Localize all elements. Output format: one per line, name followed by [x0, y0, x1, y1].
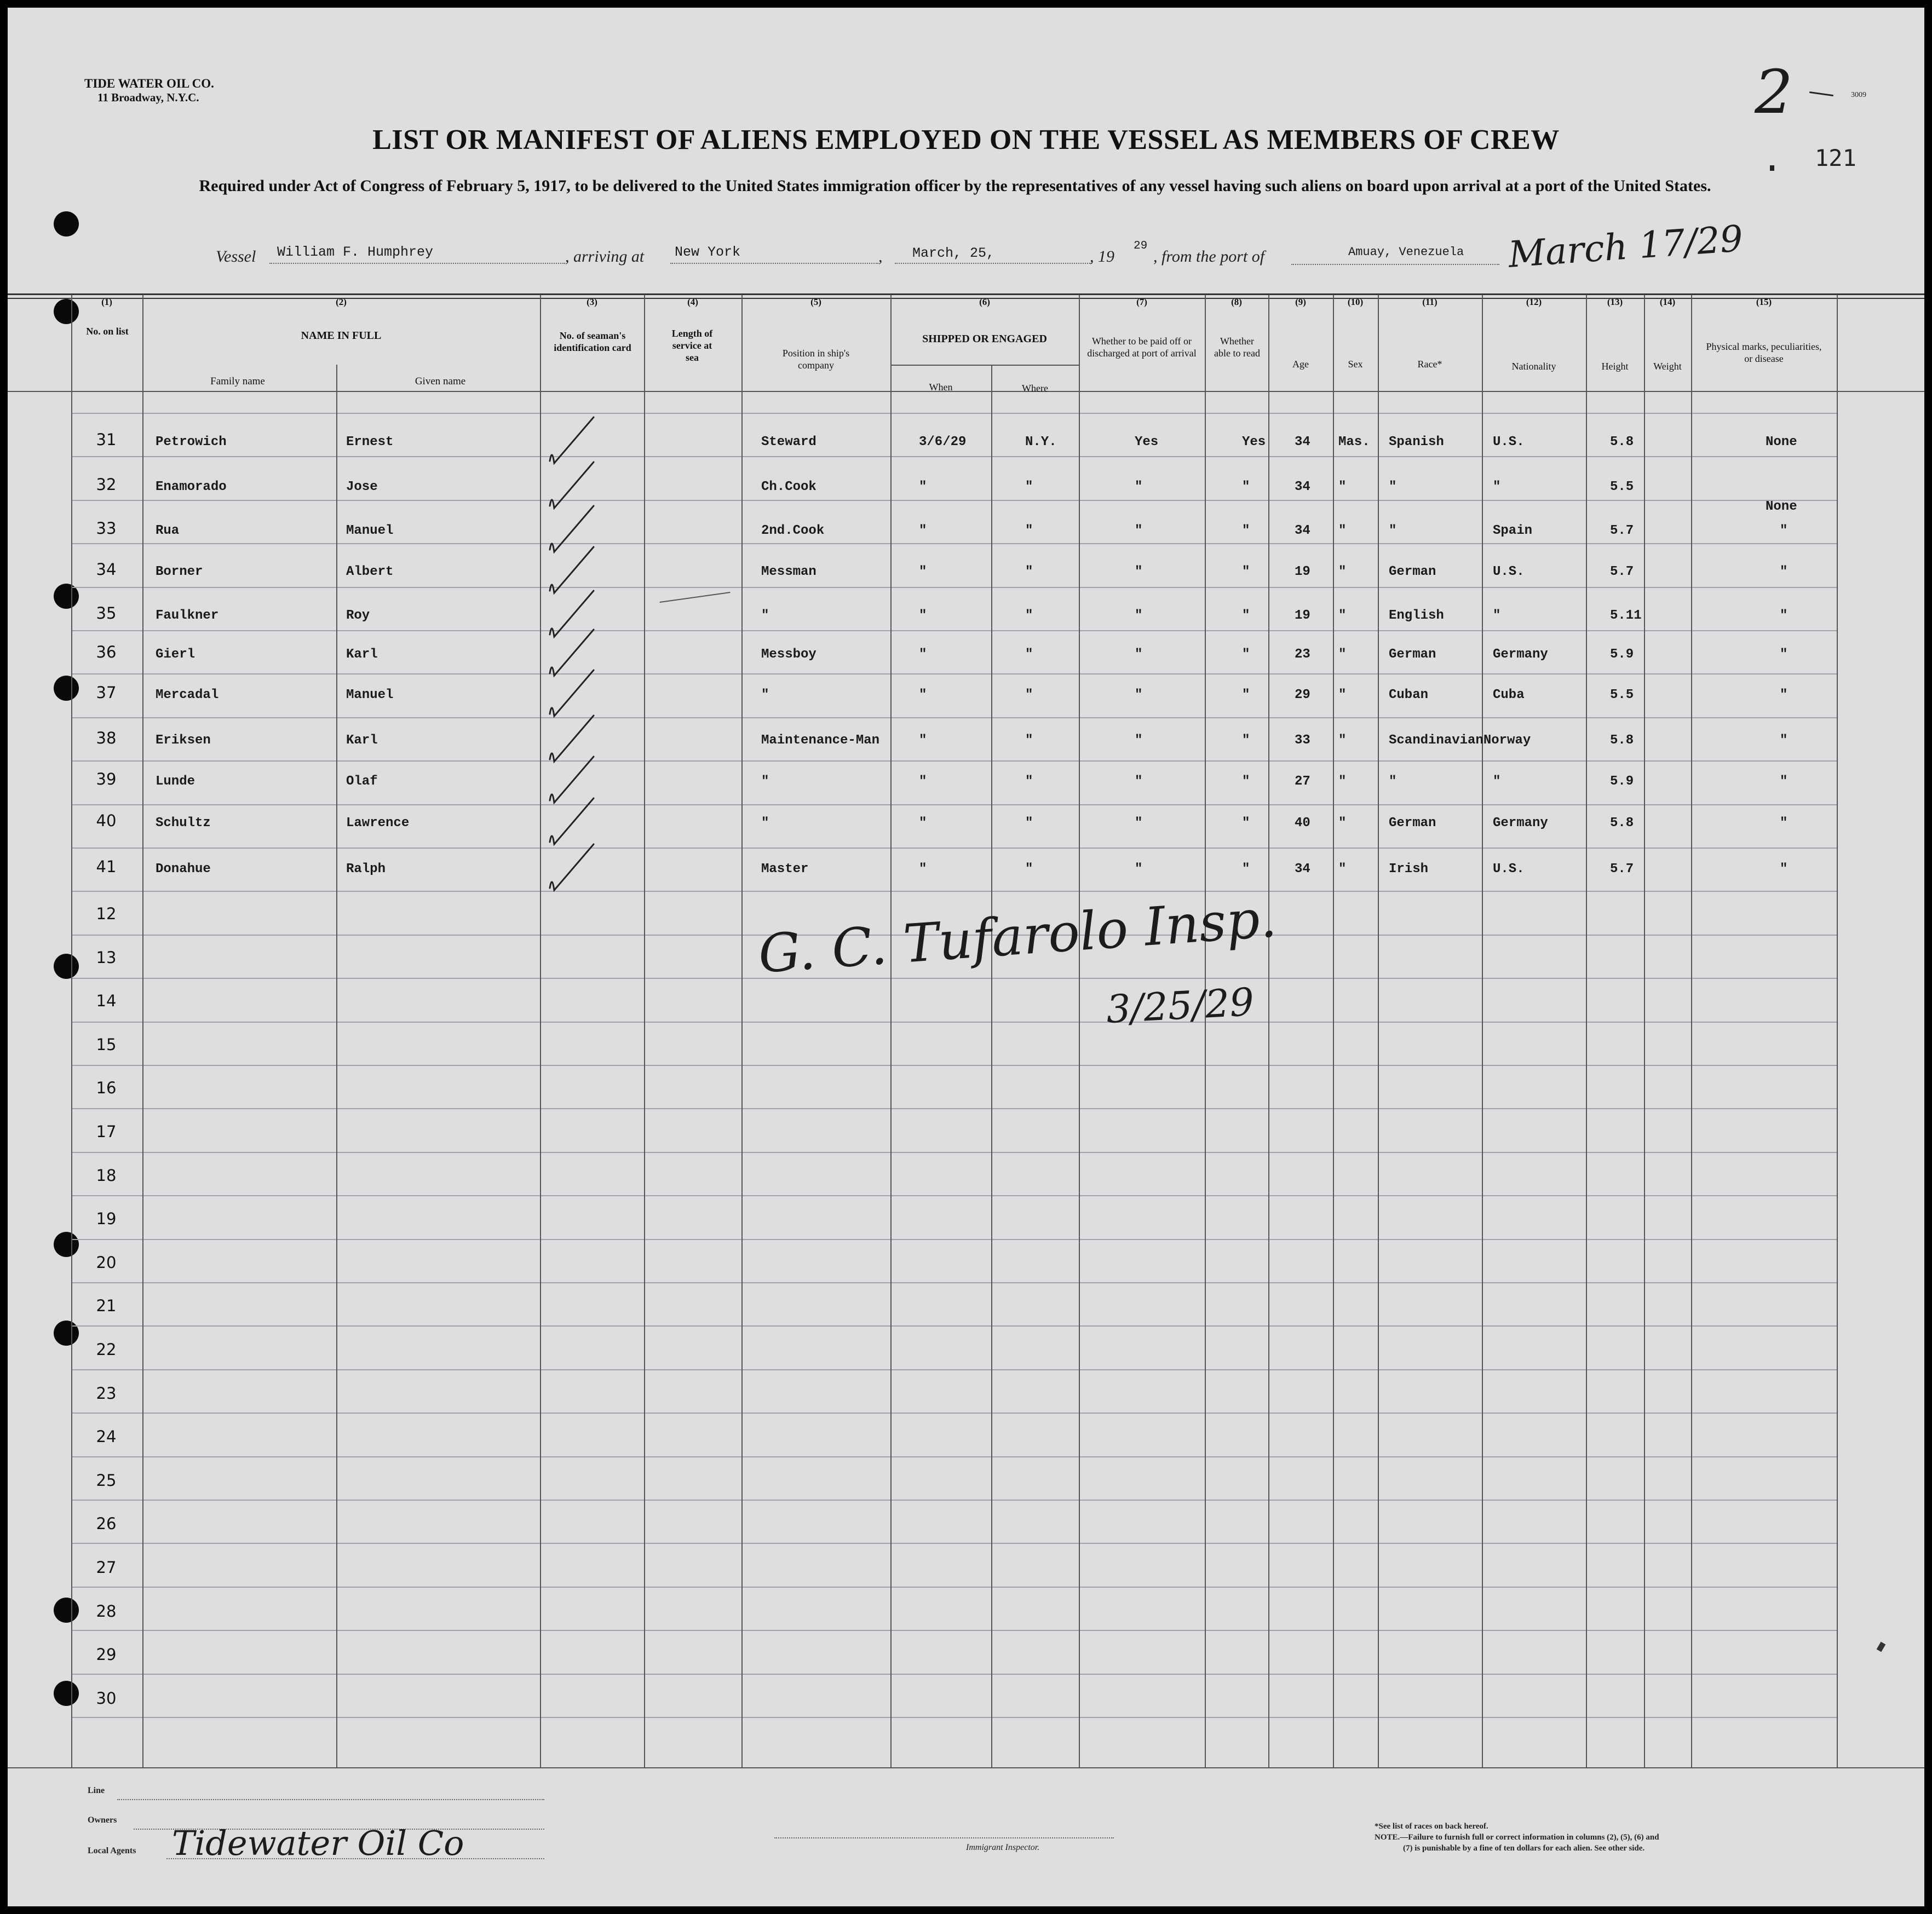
port-label: , from the port of [1153, 247, 1265, 266]
cell-race: German [1389, 816, 1436, 831]
cell-height: 5.5 [1610, 688, 1634, 702]
row-number: 25 [96, 1471, 117, 1490]
check-mark [550, 670, 594, 716]
date-blank [895, 263, 1092, 264]
cell-age: 40 [1295, 816, 1310, 831]
cell-where: " [1025, 733, 1033, 748]
check-mark [550, 506, 594, 552]
row-number: 29 [96, 1645, 117, 1664]
cell-given: Ernest [346, 435, 394, 449]
page-title: LIST OR MANIFEST OF ALIENS EMPLOYED ON THE VESSEL AS MEMBERS OF CREW [372, 124, 1560, 155]
col-num-13: (13) [1607, 297, 1623, 307]
cell-sex: " [1338, 816, 1347, 831]
cell-paid: " [1135, 480, 1143, 494]
check-mark [550, 798, 594, 844]
check-mark [550, 462, 594, 508]
vessel-value: William F. Humphrey [277, 244, 434, 260]
row-number: 30 [96, 1688, 117, 1708]
col-num-15: (15) [1756, 297, 1772, 307]
stamp-number: 121 [1815, 145, 1856, 171]
cell-read: " [1242, 647, 1250, 662]
row-number: 17 [96, 1122, 117, 1141]
row-number: 23 [96, 1383, 117, 1403]
cell-age: 34 [1295, 523, 1310, 538]
footer-owners-label: Owners [88, 1815, 117, 1825]
cell-race: Spanish [1389, 435, 1444, 449]
cell-marks: None [1766, 499, 1797, 514]
cell-position: Steward [761, 435, 817, 449]
col-line [142, 295, 143, 1767]
manifest-sheet [8, 8, 1924, 1906]
cell-given: Roy [346, 608, 370, 623]
cell-nationality: " [1493, 480, 1501, 494]
cell-height: 5.9 [1610, 647, 1634, 662]
cell-sex: " [1338, 774, 1347, 789]
cell-marks: " [1780, 774, 1788, 789]
arriving-value: New York [675, 244, 741, 260]
col-header-name: NAME IN FULL [301, 330, 382, 342]
check-mark [550, 844, 594, 890]
table-top-rule [8, 293, 1924, 295]
cell-read: " [1242, 523, 1250, 538]
cell-family: Mercadal [156, 688, 219, 702]
cell-paid: " [1135, 816, 1143, 831]
cell-when: " [919, 564, 927, 579]
cell-given: Manuel [346, 688, 394, 702]
arriving-blank [670, 263, 878, 264]
cell-nationality: U.S. [1493, 435, 1525, 449]
cell-race: " [1389, 480, 1397, 494]
stamp-mark [1770, 165, 1774, 171]
cell-read: " [1242, 733, 1250, 748]
row-number: 40 [96, 811, 117, 830]
col-line [1586, 295, 1587, 1767]
cell-sex: " [1338, 480, 1347, 494]
col-header-nationality: Nationality [1511, 361, 1556, 372]
form-number: 3009 [1851, 91, 1866, 99]
row-number: 41 [96, 857, 117, 876]
cell-read: " [1242, 480, 1250, 494]
cell-where: " [1025, 564, 1033, 579]
cell-marks: " [1780, 688, 1788, 702]
cell-nationality: U.S. [1493, 564, 1525, 579]
col-num-8: (8) [1231, 297, 1242, 307]
cell-age: 33 [1295, 733, 1310, 748]
cell-given: Lawrence [346, 816, 410, 831]
cell-given: Karl [346, 733, 378, 748]
cell-family: Enamorado [156, 480, 227, 494]
row-number: 38 [96, 729, 117, 747]
col-header-read: Whether able to read [1214, 336, 1260, 359]
id-card-checkmarks [533, 391, 654, 895]
cell-race: Cuban [1389, 688, 1429, 702]
cell-age: 34 [1295, 862, 1310, 877]
col-num-3: (3) [586, 297, 597, 307]
cell-nationality: " [1493, 774, 1501, 789]
cell-sex: Mas. [1338, 435, 1370, 449]
cell-sex: " [1338, 733, 1347, 748]
col-line [1079, 295, 1080, 1767]
cell-paid: " [1135, 733, 1143, 748]
col-num-1: (1) [101, 297, 112, 307]
vessel-blank [269, 263, 565, 264]
cell-height: 5.8 [1610, 816, 1634, 831]
cell-race: " [1389, 523, 1397, 538]
cell-marks: " [1780, 608, 1788, 623]
cell-read: " [1242, 688, 1250, 702]
row-number: 39 [96, 770, 117, 788]
cell-position: Messman [761, 564, 817, 579]
row-number: 37 [96, 683, 117, 702]
punch-hole [54, 1321, 79, 1346]
col-num-9: (9) [1295, 297, 1306, 307]
col-num-2: (2) [336, 297, 347, 307]
footer-note-fine-2: (7) is punishable by a fine of ten dollars for each alien. See other side. [1403, 1844, 1645, 1853]
footer-inspector-label: Immigrant Inspector. [966, 1843, 1040, 1852]
cell-where: " [1025, 688, 1033, 702]
cell-read: " [1242, 862, 1250, 877]
port-blank [1291, 264, 1499, 265]
col-num-12: (12) [1526, 297, 1542, 307]
cell-sex: " [1338, 647, 1347, 662]
cell-height: 5.7 [1610, 523, 1634, 538]
cell-when: " [919, 480, 927, 494]
row-number: 36 [96, 643, 117, 661]
col-num-6: (6) [979, 297, 990, 307]
col-line [1333, 295, 1334, 1767]
cell-height: 5.11 [1610, 608, 1642, 623]
footer-agents-value: Tidewater Oil Co [172, 1823, 464, 1863]
col-header-age: Age [1292, 359, 1309, 370]
cell-when: " [919, 523, 927, 538]
col-header-position: Position in ship's company [782, 348, 850, 371]
footer-note-fine-1: NOTE.—Failure to furnish full or correct information in columns (2), (5), (6) and [1375, 1833, 1659, 1842]
arriving-label: , arriving at [565, 247, 645, 266]
cell-height: 5.9 [1610, 774, 1634, 789]
cell-where: " [1025, 480, 1033, 494]
vessel-label: Vessel [216, 247, 256, 266]
col-header-height: Height [1601, 361, 1629, 372]
check-mark [550, 716, 594, 762]
cell-sex: " [1338, 688, 1347, 702]
cell-nationality: U.S. [1493, 862, 1525, 877]
cell-position: " [761, 816, 769, 831]
cell-position: Messboy [761, 647, 817, 662]
cell-paid: " [1135, 608, 1143, 623]
shipped-subheader-rule [890, 365, 1079, 366]
cell-family: Petrowich [156, 435, 227, 449]
col-header-where: Where [1022, 383, 1048, 394]
cell-age: 34 [1295, 480, 1310, 494]
row-number: 26 [96, 1514, 117, 1533]
cell-age: 34 [1295, 435, 1310, 449]
cell-marks: " [1780, 862, 1788, 877]
cell-sex: " [1338, 564, 1347, 579]
cell-race: German [1389, 647, 1436, 662]
cell-height: 5.7 [1610, 564, 1634, 579]
row-number: 20 [96, 1253, 117, 1272]
col-line [71, 295, 72, 1767]
cell-given: Karl [346, 647, 378, 662]
footer-note-races: *See list of races on back hereof. [1375, 1822, 1488, 1831]
cell-when: 3/6/29 [919, 435, 967, 449]
col-header-sex: Sex [1348, 359, 1363, 370]
page-subtitle: Required under Act of Congress of February 5, 1917, to be delivered to the United States immigration officer by the representatives of any vessel having such aliens on board upon arrival at a port of the United States. [199, 177, 1711, 195]
cell-position: " [761, 608, 769, 623]
cell-sex: " [1338, 608, 1347, 623]
col-line [1482, 295, 1483, 1767]
check-mark [550, 417, 594, 463]
row-number: 31 [96, 430, 117, 449]
cell-where: " [1025, 862, 1033, 877]
cell-family: Faulkner [156, 608, 219, 623]
cell-where: " [1025, 816, 1033, 831]
cell-paid: Yes [1135, 435, 1159, 449]
cell-marks: " [1780, 564, 1788, 579]
cell-position: 2nd.Cook [761, 523, 825, 538]
cell-family: Rua [156, 523, 180, 538]
row-number: 27 [96, 1558, 117, 1577]
cell-read: " [1242, 816, 1250, 831]
row-number: 18 [96, 1166, 117, 1185]
year-value: 29 [1134, 240, 1148, 252]
inspector-blank [774, 1837, 1114, 1838]
cell-height: 5.8 [1610, 733, 1634, 748]
inspector-signature: G. C. Tufarolo Insp. [756, 887, 1279, 985]
stray-mark [1877, 1642, 1886, 1652]
cell-family: Donahue [156, 862, 211, 877]
footer-line-label: Line [88, 1786, 105, 1795]
stray-mark [659, 592, 730, 603]
date-value: March, 25, [912, 245, 995, 261]
cell-race: German [1389, 564, 1436, 579]
cell-family: Schultz [156, 816, 211, 831]
cell-when: " [919, 816, 927, 831]
row-number: 34 [96, 560, 117, 579]
cell-position: Master [761, 862, 809, 877]
row-number: 12 [96, 904, 117, 923]
col-line [1837, 295, 1838, 1767]
check-mark [550, 591, 594, 637]
col-line [1691, 295, 1692, 1767]
cell-sex: " [1338, 862, 1347, 877]
col-header-when: When [929, 382, 953, 393]
cell-marks: " [1780, 647, 1788, 662]
cell-nationality: Germany [1493, 816, 1548, 831]
col-num-14: (14) [1659, 297, 1676, 307]
col-line [741, 295, 743, 1767]
cell-race: " [1389, 774, 1397, 789]
cell-read: " [1242, 608, 1250, 623]
cell-position: Ch.Cook [761, 480, 817, 494]
col-line [1378, 295, 1379, 1767]
cell-race: English [1389, 608, 1444, 623]
cell-sex: " [1338, 523, 1347, 538]
cell-age: 23 [1295, 647, 1310, 662]
row-number: 32 [96, 475, 117, 494]
row-number: 21 [96, 1296, 117, 1316]
col-header-length: Length of service at sea [671, 328, 713, 363]
cell-nationality: Spain [1493, 523, 1533, 538]
cell-family: Eriksen [156, 733, 211, 748]
col-header-no: No. on list [86, 326, 129, 337]
row-number: 24 [96, 1427, 117, 1446]
cell-marks: " [1780, 733, 1788, 748]
col-header-shipped: SHIPPED OR ENGAGED [922, 333, 1047, 345]
cell-where: " [1025, 647, 1033, 662]
row-number: 19 [96, 1209, 117, 1229]
row-number: 22 [96, 1340, 117, 1359]
col-line [1268, 295, 1269, 1767]
col-num-11: (11) [1422, 297, 1438, 307]
cell-family: Lunde [156, 774, 196, 789]
cell-when: " [919, 862, 927, 877]
cell-paid: " [1135, 523, 1143, 538]
row-number: 15 [96, 1035, 117, 1054]
sheet-number-underline [1809, 91, 1833, 96]
cell-nationality: Germany [1493, 647, 1548, 662]
col-num-4: (4) [687, 297, 698, 307]
col-header-family: Family name [210, 376, 265, 387]
cell-when: " [919, 688, 927, 702]
cell-age: 19 [1295, 608, 1310, 623]
cell-paid: " [1135, 688, 1143, 702]
row-number: 16 [96, 1079, 117, 1098]
cell-marks: " [1780, 816, 1788, 831]
company-address: 11 Broadway, N.Y.C. [97, 91, 199, 104]
cell-nationality: Cuba [1493, 688, 1525, 702]
cell-paid: " [1135, 862, 1143, 877]
cell-position: " [761, 774, 769, 789]
cell-marks: None [1766, 435, 1797, 449]
row-number: 35 [96, 604, 117, 622]
cell-age: 19 [1295, 564, 1310, 579]
cell-paid: " [1135, 774, 1143, 789]
punch-hole [54, 1232, 79, 1257]
punch-hole [54, 1598, 79, 1623]
cell-paid: " [1135, 647, 1143, 662]
col-header-weight: Weight [1653, 361, 1682, 372]
cell-height: 5.5 [1610, 480, 1634, 494]
cell-when: " [919, 774, 927, 789]
cell-family: Borner [156, 564, 203, 579]
cell-given: Olaf [346, 774, 378, 789]
row-number: 28 [96, 1601, 117, 1621]
col-line [1644, 295, 1645, 1767]
col-header-id-card: No. of seaman's identification card [554, 330, 631, 353]
year-prefix: , 19 [1090, 247, 1114, 266]
cell-age: 27 [1295, 774, 1310, 789]
cell-read: " [1242, 564, 1250, 579]
check-mark [550, 757, 594, 803]
cell-age: 29 [1295, 688, 1310, 702]
cell-when: " [919, 647, 927, 662]
cell-where: " [1025, 608, 1033, 623]
cell-when: " [919, 608, 927, 623]
cell-read: " [1242, 774, 1250, 789]
cell-marks: " [1780, 523, 1788, 538]
punch-hole [54, 676, 79, 701]
sheet-number: 2 [1755, 57, 1793, 127]
check-mark [550, 547, 594, 593]
table-bottom-rule [8, 1767, 1924, 1768]
row-number: 14 [96, 991, 117, 1011]
col-header-paid: Whether to be paid off or discharged at port of arrival [1087, 336, 1197, 359]
cell-read: Yes [1242, 435, 1266, 449]
col-line [336, 365, 337, 1767]
cell-nationality: " [1493, 608, 1501, 623]
cell-given: Ralph [346, 862, 386, 877]
punch-hole [54, 954, 79, 979]
col-line [890, 295, 892, 1767]
col-header-race: Race* [1417, 359, 1442, 370]
row-number: 33 [96, 519, 117, 538]
cell-when: " [919, 733, 927, 748]
cell-where: " [1025, 774, 1033, 789]
col-num-7: (7) [1136, 297, 1147, 307]
company-name: TIDE WATER OIL CO. [84, 77, 214, 90]
cell-race: ScandinavianNorway [1389, 733, 1531, 748]
cell-given: Albert [346, 564, 394, 579]
cell-position: Maintenance-Man [761, 733, 880, 748]
comma: , [878, 247, 883, 266]
punch-hole [54, 1681, 79, 1706]
cell-position: " [761, 688, 769, 702]
cell-given: Manuel [346, 523, 394, 538]
col-num-5: (5) [810, 297, 821, 307]
cell-where: N.Y. [1025, 435, 1057, 449]
col-header-marks: Physical marks, peculiarities, or disease [1706, 341, 1822, 364]
cell-race: Irish [1389, 862, 1429, 877]
check-mark [550, 630, 594, 676]
port-value: Amuay, Venezuela [1348, 245, 1464, 259]
handwritten-date: March 17/29 [1507, 217, 1745, 276]
col-line [1205, 295, 1206, 1767]
cell-given: Jose [346, 480, 378, 494]
cell-family: Gierl [156, 647, 196, 662]
cell-height: 5.8 [1610, 435, 1634, 449]
cell-where: " [1025, 523, 1033, 538]
footer-line-blank [117, 1799, 544, 1800]
cell-paid: " [1135, 564, 1143, 579]
col-header-given: Given name [415, 376, 466, 387]
row-number: 13 [96, 948, 117, 967]
col-num-10: (10) [1347, 297, 1364, 307]
footer-agents-label: Local Agents [88, 1846, 136, 1855]
col-line [991, 365, 992, 1767]
punch-hole [54, 211, 79, 237]
inspector-signature-date: 3/25/29 [1105, 979, 1255, 1033]
cell-height: 5.7 [1610, 862, 1634, 877]
